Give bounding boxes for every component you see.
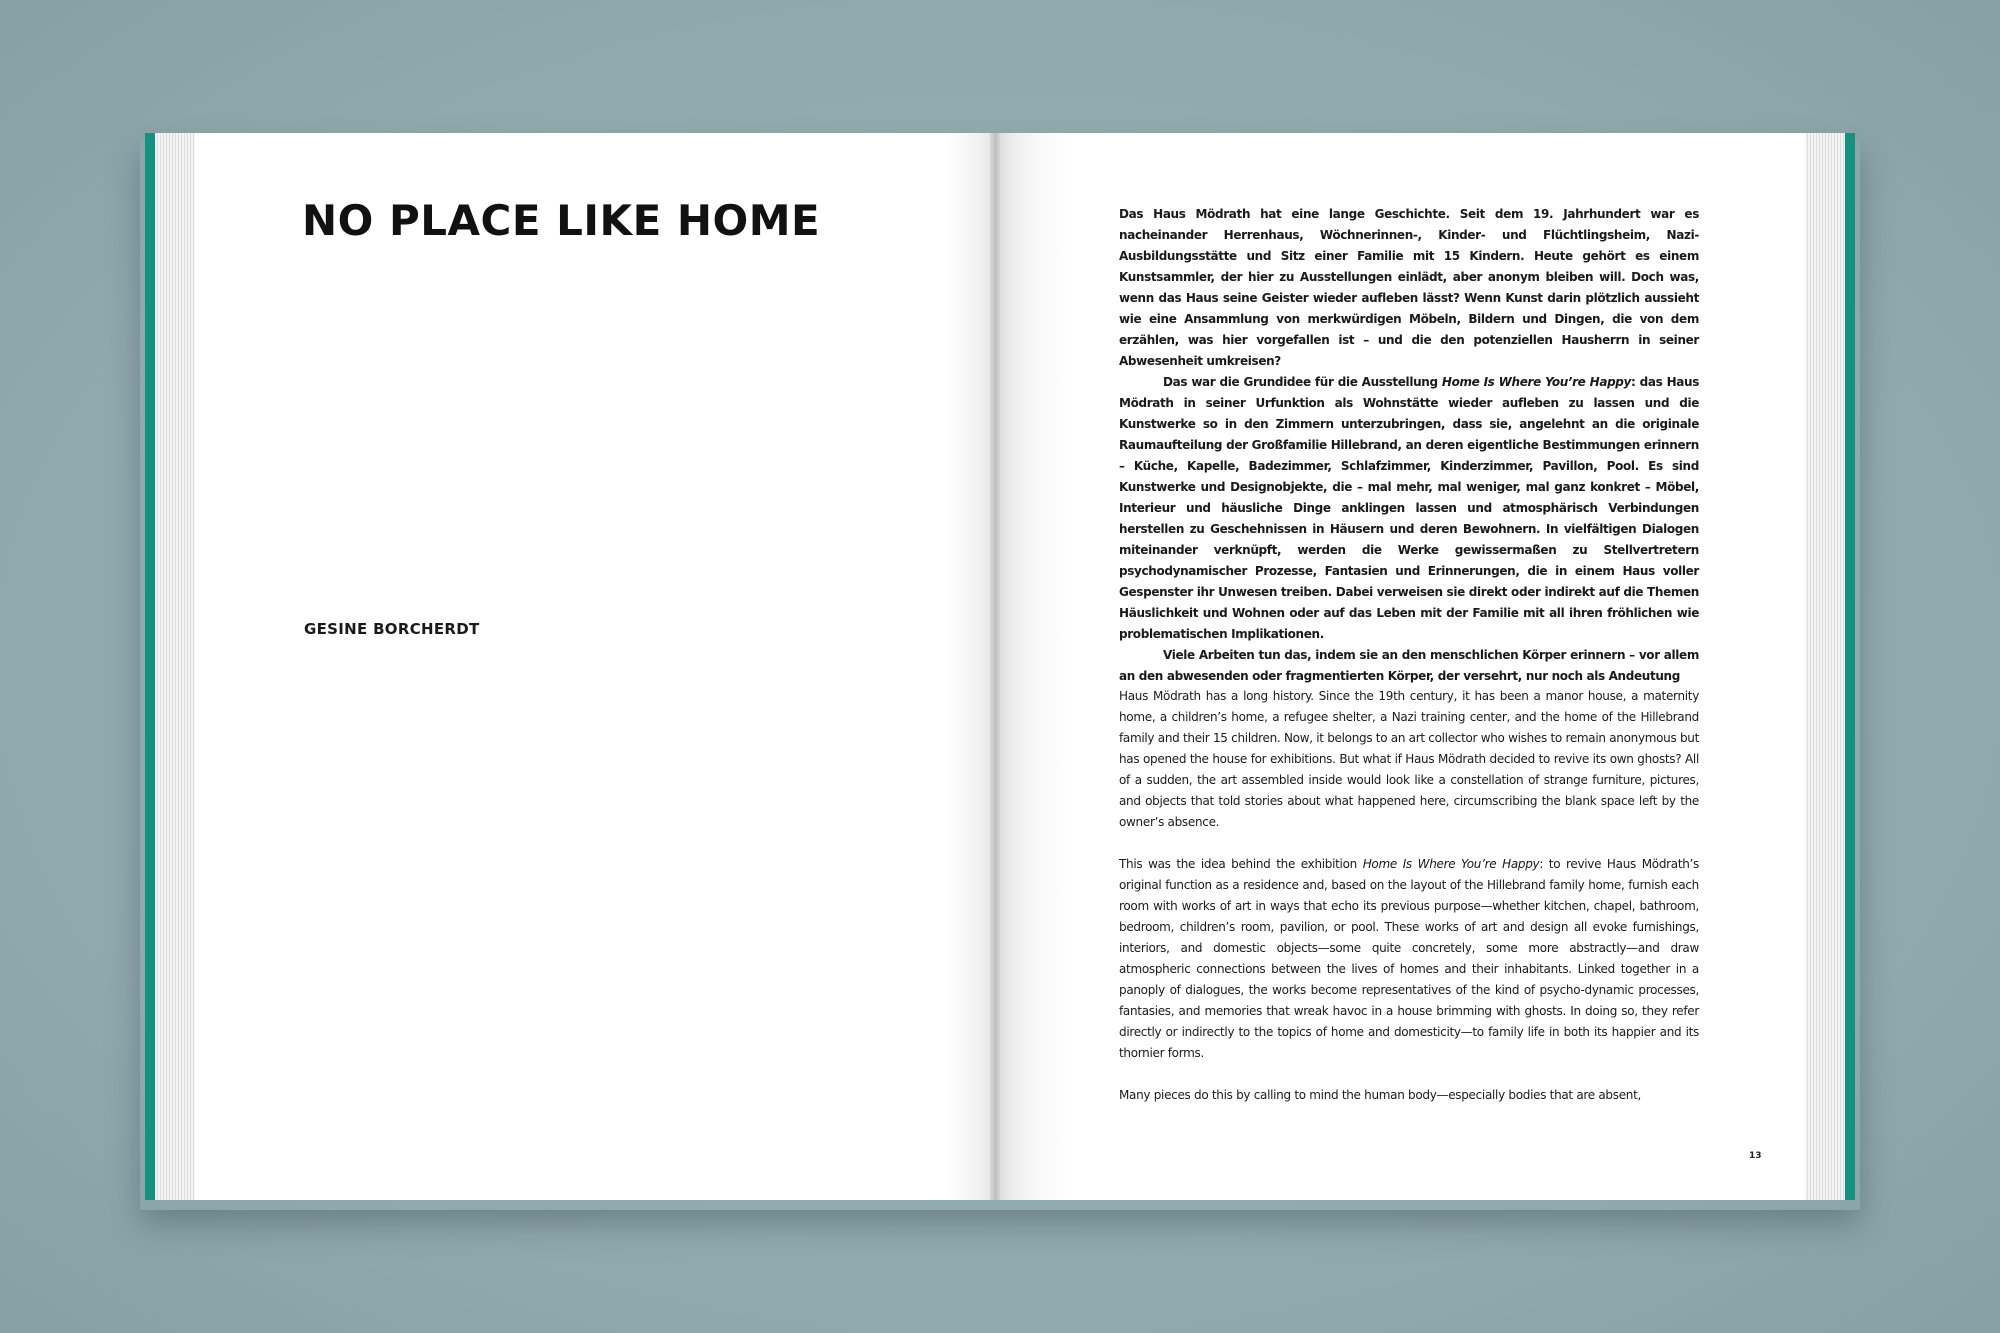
english-paragraph: This was the idea behind the exhibition Home Is Where You’re Happy: to revive Haus Mödrath’s original function as a residence and, based on the layout of the Hillebrand family home, furnish each room with works of art in ways that echo its previous purpose—whether kitchen, chapel, bathroom, bedroom, children’s room, pavilion, or pool. These works of art and design all evoke furnishings, interiors, and domestic objects—some quite concretely, some more abstractly—and draw atmospheric connections between the lives of homes and their inhabitants. Linked together in a panoply of dialogues, the works become representatives of the kind of psycho-dynamic processes, fantasies, and memories that wreak havoc in a house brimming with ghosts. In doing so, they refer directly or indirectly to the topics of home and domesticity—to family life in both its happier and its thornier forms.	[1119, 857, 1699, 1060]
author-name: GESINE BORCHERDT	[304, 620, 480, 638]
english-paragraph: Haus Mödrath has a long history. Since the 19th century, it has been a manor house, a maternity home, a children’s home, a refugee shelter, a Nazi training center, and the home of the Hillebrand family and their 15 children. Now, it belongs to an art collector who wishes to remain anonymous but has opened the house for exhibitions. But what if Haus Mödrath decided to revive its own ghosts? All of a sudden, the art assembled inside would look like a constellation of strange furniture, pictures, and objects that told stories about what happened here, circumscribing the blank space left by the owner’s absence.	[1119, 689, 1699, 829]
left-page	[195, 133, 995, 1200]
page-title: NO PLACE LIKE HOME	[302, 196, 821, 245]
german-text-block	[1119, 204, 1699, 687]
german-paragraph: Viele Arbeiten tun das, indem sie an den menschlichen Körper erinnern – vor allem an den abwesenden oder fragmentierten Körper, der versehrt, nur noch als Andeutung	[1119, 648, 1699, 683]
german-paragraph: Das war die Grundidee für die Ausstellung Home Is Where You’re Happy: das Haus Mödrath in seiner Urfunktion als Wohnstätte wieder aufleben zu lassen und die Kunstwerke so in den Zimmern unterzubringen, dass sie, angelehnt an die originale Raumaufteilung der Großfamilie Hillebrand, an deren eigentliche Bestimmungen erinnern – Küche, Kapelle, Badezimmer, Schlafzimmer, Kinderzimmer, Pavillon, Pool. Es sind Kunstwerke und Designobjekte, die – mal mehr, mal weniger, mal ganz konkret – Möbel, Interieur und häusliche Dinge anklingen lassen und atmosphärisch Verbindungen herstellen zu Geschehnissen in Häusern und deren Bewohnern. In vielfältigen Dialogen miteinander verknüpft, werden die Werke gewissermaßen zu Stellvertretern psychodynamischer Prozesse, Fantasien und Erinnerungen, die in einem Haus voller Gespenster ihr Unwesen treiben. Dabei verweisen sie direkt oder indirekt auf die Themen Häuslichkeit und Wohnen oder auf das Leben mit der Familie mit all ihren fröhlichen wie problematischen Implikationen.	[1119, 375, 1700, 641]
page-number: 13	[1749, 1151, 1762, 1161]
german-paragraph: Das Haus Mödrath hat eine lange Geschichte. Seit dem 19. Jahrhundert war es nacheinander Herrenhaus, Wöchnerinnen-, Kinder- und Flüchtlingsheim, Nazi-Ausbildungsstätte und Sitz einer Familie mit 15 Kindern. Heute gehört es einem Kunstsammler, der hier zu Ausstellungen einlädt, aber anonym bleiben will. Doch was, wenn das Haus seine Geister wieder aufleben lässt? Wenn Kunst darin plötzlich aussieht wie eine Ansammlung von merkwürdigen Möbeln, Bildern und Dingen, die von dem erzählen, was hier vorgefallen ist – und die den potenziellen Hausherrn in seiner Abwesenheit umkreisen?	[1119, 207, 1699, 368]
page-edges-left	[155, 133, 195, 1200]
exhibition-title: Home Is Where You’re Happy	[1362, 857, 1540, 871]
book-cover-right	[1845, 133, 1855, 1200]
book-cover-left	[145, 133, 155, 1200]
exhibition-title: Home Is Where You’re Happy	[1441, 375, 1632, 389]
english-paragraph: Many pieces do this by calling to mind the human body—especially bodies that are absent,	[1119, 1088, 1641, 1102]
english-text-block	[1119, 686, 1699, 1106]
book-gutter	[990, 133, 1000, 1200]
page-edges-right	[1805, 133, 1845, 1200]
